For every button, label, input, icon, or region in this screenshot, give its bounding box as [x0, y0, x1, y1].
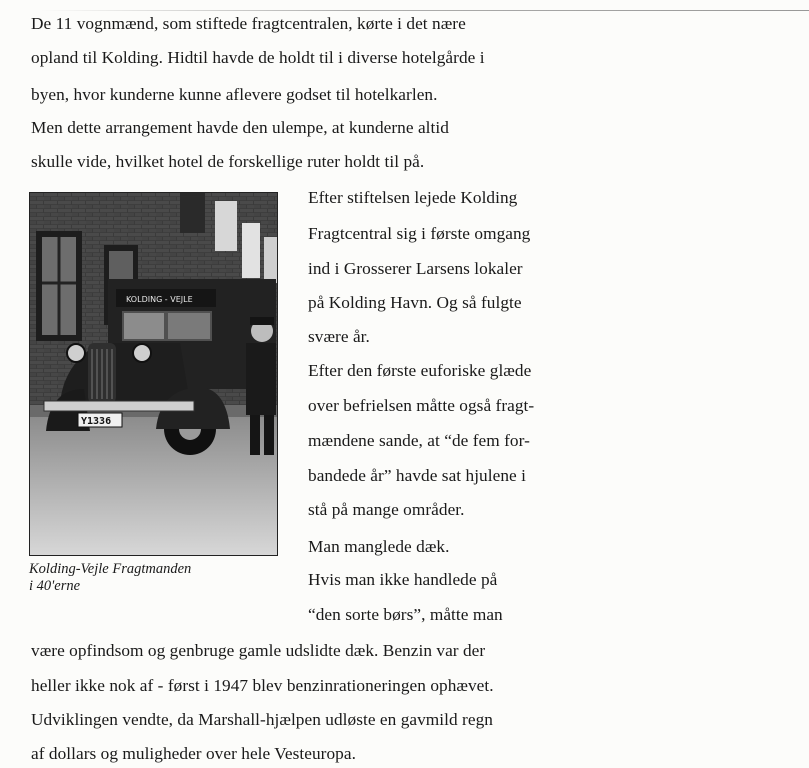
license-plate-text: Y1336 [81, 416, 112, 427]
text-line: Efter den første euforiske glæde [308, 361, 532, 380]
photo-caption-line: Kolding-Vejle Fragtmanden [29, 561, 192, 577]
text-line: “den sorte børs”, måtte man [308, 605, 503, 624]
photo-caption-line: i 40'erne [29, 578, 81, 594]
text-line: opland til Kolding. Hidtil havde de holdt til i diverse hotelgårde i [31, 48, 485, 67]
text-line: mændene sande, at “de fem for- [308, 431, 530, 450]
text-line: over befrielsen måtte også fragt- [308, 396, 535, 415]
text-line: være opfindsom og genbruge gamle udslidte dæk. Benzin var der [31, 641, 486, 660]
text-line: ind i Grosserer Larsens lokaler [308, 259, 523, 278]
text-line: Hvis man ikke handlede på [308, 570, 498, 589]
truck-sign-text: KOLDING - VEJLE [126, 295, 193, 304]
text-line: på Kolding Havn. Og så fulgte [308, 293, 522, 312]
historic-truck-photo [29, 192, 278, 556]
text-line: byen, hvor kunderne kunne aflevere godset til hotelkarlen. [31, 85, 438, 104]
text-line: skulle vide, hvilket hotel de forskellige ruter holdt til på. [31, 152, 425, 171]
text-line: stå på mange områder. [308, 500, 465, 519]
text-line: Man manglede dæk. [308, 537, 450, 556]
text-line: heller ikke nok af - først i 1947 blev benzinrationeringen ophævet. [31, 676, 494, 695]
text-line: bandede år” havde sat hjulene i [308, 466, 526, 485]
text-line: Udviklingen vendte, da Marshall-hjælpen udløste en gavmild regn [31, 710, 493, 729]
text-line: svære år. [308, 327, 370, 346]
text-line: De 11 vognmænd, som stiftede fragtcentralen, kørte i det nære [31, 14, 466, 33]
text-line: Men dette arrangement havde den ulempe, at kunderne altid [31, 118, 449, 137]
text-line: Fragtcentral sig i første omgang [308, 224, 531, 243]
text-line: Efter stiftelsen lejede Kolding [308, 188, 518, 207]
text-line: af dollars og muligheder over hele Vesteuropa. [31, 744, 356, 763]
page-top-rule [40, 10, 809, 11]
